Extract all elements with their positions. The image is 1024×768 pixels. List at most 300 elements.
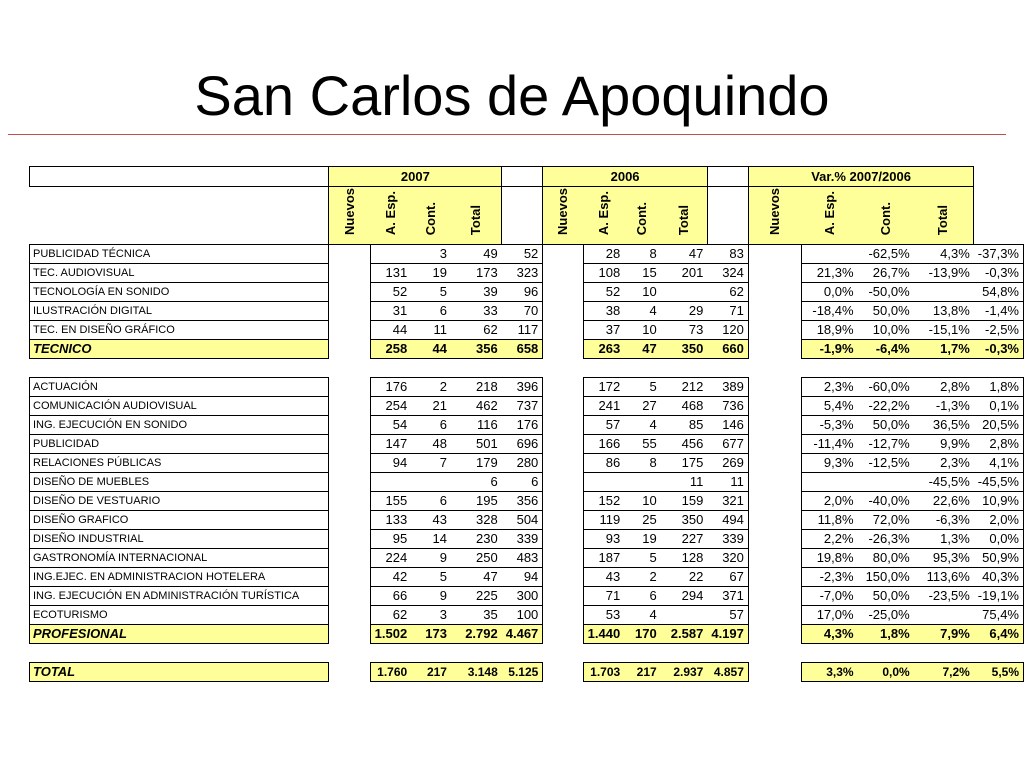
cell-v2006-3: 736 bbox=[707, 397, 748, 416]
cell-v2006-1 bbox=[624, 473, 661, 492]
cell-v2007-2: 6 bbox=[451, 473, 502, 492]
cell-v2007-0: 95 bbox=[370, 530, 411, 549]
subheader-cont-2006: Cont. bbox=[634, 201, 650, 235]
cell-v2007-1: 7 bbox=[411, 454, 451, 473]
cell-v2006-0: 28 bbox=[583, 245, 624, 264]
cell-v2006-1: 4 bbox=[624, 606, 661, 625]
cell-var-2: 9,9% bbox=[914, 435, 974, 454]
cell-var-0: -7,0% bbox=[802, 587, 858, 606]
cell-v2007-2: 3.148 bbox=[451, 663, 502, 682]
cell-var-2 bbox=[914, 606, 974, 625]
cell-var-1: 50,0% bbox=[858, 416, 914, 435]
cell-v2006-3: 83 bbox=[707, 245, 748, 264]
cell-var-0: 2,3% bbox=[802, 378, 858, 397]
cell-var-3: 75,4% bbox=[974, 606, 1024, 625]
cell-v2006-1: 55 bbox=[624, 435, 661, 454]
cell-var-2: 36,5% bbox=[914, 416, 974, 435]
cell-v2007-1: 6 bbox=[411, 302, 451, 321]
cell-var-3: 1,8% bbox=[974, 378, 1024, 397]
table-row bbox=[30, 492, 1024, 511]
cell-var-2: 22,6% bbox=[914, 492, 974, 511]
cell-v2007-0 bbox=[370, 245, 411, 264]
cell-var-2: 1,3% bbox=[914, 530, 974, 549]
cell-var-2: -23,5% bbox=[914, 587, 974, 606]
cell-v2006-2 bbox=[661, 606, 708, 625]
cell-v2006-0: 93 bbox=[583, 530, 624, 549]
table-row bbox=[30, 321, 1024, 340]
cell-var-0: 4,3% bbox=[802, 625, 858, 644]
table-row bbox=[30, 549, 1024, 568]
cell-var-2: 2,3% bbox=[914, 454, 974, 473]
cell-v2006-1: 10 bbox=[624, 321, 661, 340]
cell-v2007-1: 43 bbox=[411, 511, 451, 530]
cell-var-3: 0,0% bbox=[974, 530, 1024, 549]
cell-v2007-3: 6 bbox=[502, 473, 543, 492]
cell-v2006-1: 4 bbox=[624, 416, 661, 435]
subheader-cont-var: Cont. bbox=[877, 201, 893, 235]
cell-var-2: -15,1% bbox=[914, 321, 974, 340]
cell-var-1: -12,7% bbox=[858, 435, 914, 454]
cell-var-2: -13,9% bbox=[914, 264, 974, 283]
cell-var-1: -22,2% bbox=[858, 397, 914, 416]
cell-var-2: 1,7% bbox=[914, 340, 974, 359]
cell-var-1: -62,5% bbox=[858, 245, 914, 264]
cell-v2006-2: 350 bbox=[661, 340, 708, 359]
enrollment-table bbox=[29, 166, 1024, 682]
cell-v2007-0: 224 bbox=[370, 549, 411, 568]
cell-v2006-1: 2 bbox=[624, 568, 661, 587]
cell-v2007-1: 48 bbox=[411, 435, 451, 454]
cell-var-3: -1,4% bbox=[974, 302, 1024, 321]
cell-var-1: 72,0% bbox=[858, 511, 914, 530]
cell-v2006-3: 494 bbox=[707, 511, 748, 530]
cell-var-3: 0,1% bbox=[974, 397, 1024, 416]
subheader-aesp-2007: A. Esp. bbox=[382, 190, 398, 235]
cell-v2007-3: 737 bbox=[502, 397, 543, 416]
cell-var-1 bbox=[858, 473, 914, 492]
cell-v2007-3: 100 bbox=[502, 606, 543, 625]
cell-v2006-3: 120 bbox=[707, 321, 748, 340]
row-label: ECOTURISMO bbox=[30, 606, 329, 625]
cell-v2007-2: 250 bbox=[451, 549, 502, 568]
cell-v2006-0: 1.703 bbox=[583, 663, 624, 682]
cell-var-1: 150,0% bbox=[858, 568, 914, 587]
cell-var-3: 50,9% bbox=[974, 549, 1024, 568]
cell-v2006-3: 4.857 bbox=[707, 663, 748, 682]
cell-v2007-0: 42 bbox=[370, 568, 411, 587]
cell-var-0: 2,2% bbox=[802, 530, 858, 549]
row-label: COMUNICACIÓN AUDIOVISUAL bbox=[30, 397, 329, 416]
cell-var-2: 7,2% bbox=[914, 663, 974, 682]
cell-v2006-3: 677 bbox=[707, 435, 748, 454]
row-label: ING. EJECUCIÓN EN ADMINISTRACIÓN TURÍSTICA bbox=[30, 587, 329, 606]
cell-v2007-1 bbox=[411, 473, 451, 492]
cell-var-3: -2,5% bbox=[974, 321, 1024, 340]
cell-v2006-1: 25 bbox=[624, 511, 661, 530]
row-label: ACTUACIÓN bbox=[30, 378, 329, 397]
row-label: TEC. AUDIOVISUAL bbox=[30, 264, 329, 283]
cell-v2007-0: 1.502 bbox=[370, 625, 411, 644]
cell-var-3: -45,5% bbox=[974, 473, 1024, 492]
cell-v2007-0: 176 bbox=[370, 378, 411, 397]
cell-var-1: -50,0% bbox=[858, 283, 914, 302]
cell-v2006-3: 321 bbox=[707, 492, 748, 511]
cell-v2007-0: 66 bbox=[370, 587, 411, 606]
cell-v2006-2: 128 bbox=[661, 549, 708, 568]
cell-v2007-2: 195 bbox=[451, 492, 502, 511]
table-row bbox=[30, 378, 1024, 397]
cell-var-1: 80,0% bbox=[858, 549, 914, 568]
cell-v2006-2: 85 bbox=[661, 416, 708, 435]
cell-v2006-0 bbox=[583, 473, 624, 492]
cell-var-0: 17,0% bbox=[802, 606, 858, 625]
cell-v2007-1: 14 bbox=[411, 530, 451, 549]
cell-v2007-2: 230 bbox=[451, 530, 502, 549]
cell-v2006-3: 339 bbox=[707, 530, 748, 549]
cell-v2006-0: 1.440 bbox=[583, 625, 624, 644]
cell-v2006-3: 67 bbox=[707, 568, 748, 587]
cell-v2006-2: 159 bbox=[661, 492, 708, 511]
cell-var-1: 26,7% bbox=[858, 264, 914, 283]
cell-var-0: 19,8% bbox=[802, 549, 858, 568]
table-row bbox=[30, 473, 1024, 492]
cell-v2007-0: 31 bbox=[370, 302, 411, 321]
cell-var-3: 20,5% bbox=[974, 416, 1024, 435]
cell-v2007-0: 155 bbox=[370, 492, 411, 511]
cell-v2007-1: 9 bbox=[411, 587, 451, 606]
cell-v2006-0: 43 bbox=[583, 568, 624, 587]
group-header-variation: Var.% 2007/2006 bbox=[748, 167, 973, 187]
cell-v2007-2: 356 bbox=[451, 340, 502, 359]
row-label: DISEÑO GRAFICO bbox=[30, 511, 329, 530]
cell-v2006-3: 11 bbox=[707, 473, 748, 492]
cell-var-2: 95,3% bbox=[914, 549, 974, 568]
row-label: TECNOLOGÍA EN SONIDO bbox=[30, 283, 329, 302]
cell-var-1: -6,4% bbox=[858, 340, 914, 359]
cell-v2007-3: 396 bbox=[502, 378, 543, 397]
cell-v2006-0: 119 bbox=[583, 511, 624, 530]
subheader-total-2006: Total bbox=[675, 204, 691, 235]
cell-var-3: 2,8% bbox=[974, 435, 1024, 454]
group-header-2006: 2006 bbox=[543, 167, 708, 187]
cell-v2006-2: 73 bbox=[661, 321, 708, 340]
cell-var-1: 1,8% bbox=[858, 625, 914, 644]
cell-v2006-1: 5 bbox=[624, 378, 661, 397]
cell-var-1: 50,0% bbox=[858, 587, 914, 606]
cell-v2006-2 bbox=[661, 283, 708, 302]
cell-v2007-1: 217 bbox=[411, 663, 451, 682]
table-row bbox=[30, 245, 1024, 264]
cell-v2006-0: 263 bbox=[583, 340, 624, 359]
cell-v2007-2: 2.792 bbox=[451, 625, 502, 644]
cell-var-1: 10,0% bbox=[858, 321, 914, 340]
cell-v2006-2: 201 bbox=[661, 264, 708, 283]
cell-v2007-1: 5 bbox=[411, 283, 451, 302]
cell-v2007-1: 173 bbox=[411, 625, 451, 644]
cell-v2006-1: 217 bbox=[624, 663, 661, 682]
cell-v2007-3: 280 bbox=[502, 454, 543, 473]
cell-v2006-1: 4 bbox=[624, 302, 661, 321]
cell-var-1: -12,5% bbox=[858, 454, 914, 473]
cell-v2006-2: 350 bbox=[661, 511, 708, 530]
cell-v2006-2: 11 bbox=[661, 473, 708, 492]
spacer-row bbox=[30, 359, 1024, 378]
cell-v2006-1: 10 bbox=[624, 492, 661, 511]
subheader-total-2007: Total bbox=[468, 204, 484, 235]
cell-var-3: -0,3% bbox=[974, 264, 1024, 283]
grand-total-row bbox=[30, 663, 1024, 682]
cell-v2007-1: 2 bbox=[411, 378, 451, 397]
cell-var-1: 50,0% bbox=[858, 302, 914, 321]
subheader-aesp-var: A. Esp. bbox=[821, 190, 837, 235]
cell-var-1: -60,0% bbox=[858, 378, 914, 397]
table-row bbox=[30, 416, 1024, 435]
subheader-nuevos-2006: Nuevos bbox=[555, 188, 571, 235]
cell-v2006-3: 71 bbox=[707, 302, 748, 321]
cell-var-0: 3,3% bbox=[802, 663, 858, 682]
cell-var-3: 54,8% bbox=[974, 283, 1024, 302]
cell-v2006-0: 187 bbox=[583, 549, 624, 568]
cell-v2006-3: 62 bbox=[707, 283, 748, 302]
group-header-2007: 2007 bbox=[329, 167, 502, 187]
cell-v2007-0: 131 bbox=[370, 264, 411, 283]
cell-var-0: 21,3% bbox=[802, 264, 858, 283]
cell-v2007-1: 3 bbox=[411, 245, 451, 264]
cell-var-2: 2,8% bbox=[914, 378, 974, 397]
cell-var-3: -0,3% bbox=[974, 340, 1024, 359]
cell-v2006-3: 324 bbox=[707, 264, 748, 283]
cell-v2006-3: 320 bbox=[707, 549, 748, 568]
cell-v2007-2: 116 bbox=[451, 416, 502, 435]
cell-var-0: 0,0% bbox=[802, 283, 858, 302]
cell-v2006-1: 10 bbox=[624, 283, 661, 302]
row-label: TOTAL bbox=[30, 663, 329, 682]
cell-var-2: 13,8% bbox=[914, 302, 974, 321]
cell-v2007-2: 501 bbox=[451, 435, 502, 454]
cell-v2007-2: 328 bbox=[451, 511, 502, 530]
cell-v2007-3: 94 bbox=[502, 568, 543, 587]
cell-v2007-3: 117 bbox=[502, 321, 543, 340]
subheader-aesp-2006: A. Esp. bbox=[595, 190, 611, 235]
table-row bbox=[30, 587, 1024, 606]
cell-v2006-1: 15 bbox=[624, 264, 661, 283]
row-label: RELACIONES PÚBLICAS bbox=[30, 454, 329, 473]
page-title: San Carlos de Apoquindo bbox=[194, 64, 830, 127]
cell-v2007-1: 6 bbox=[411, 416, 451, 435]
cell-var-1: -25,0% bbox=[858, 606, 914, 625]
table-row bbox=[30, 511, 1024, 530]
cell-v2006-2: 2.937 bbox=[661, 663, 708, 682]
cell-v2007-3: 52 bbox=[502, 245, 543, 264]
row-label: ING.EJEC. EN ADMINISTRACION HOTELERA bbox=[30, 568, 329, 587]
cell-v2006-2: 2.587 bbox=[661, 625, 708, 644]
subtotal-row bbox=[30, 625, 1024, 644]
cell-v2006-2: 212 bbox=[661, 378, 708, 397]
cell-v2007-3: 323 bbox=[502, 264, 543, 283]
cell-var-2 bbox=[914, 283, 974, 302]
cell-v2006-3: 389 bbox=[707, 378, 748, 397]
cell-var-3: -19,1% bbox=[974, 587, 1024, 606]
cell-v2006-2: 227 bbox=[661, 530, 708, 549]
cell-v2007-3: 483 bbox=[502, 549, 543, 568]
cell-v2007-3: 96 bbox=[502, 283, 543, 302]
subheader-nuevos-var: Nuevos bbox=[767, 188, 783, 235]
cell-v2006-0: 53 bbox=[583, 606, 624, 625]
cell-var-1: -40,0% bbox=[858, 492, 914, 511]
cell-var-3: 10,9% bbox=[974, 492, 1024, 511]
cell-v2007-0: 133 bbox=[370, 511, 411, 530]
cell-v2006-1: 170 bbox=[624, 625, 661, 644]
cell-var-2: 113,6% bbox=[914, 568, 974, 587]
cell-v2007-2: 33 bbox=[451, 302, 502, 321]
row-label: ILUSTRACIÓN DIGITAL bbox=[30, 302, 329, 321]
cell-v2007-1: 11 bbox=[411, 321, 451, 340]
cell-v2007-3: 4.467 bbox=[502, 625, 543, 644]
cell-v2006-1: 19 bbox=[624, 530, 661, 549]
cell-v2006-2: 29 bbox=[661, 302, 708, 321]
cell-var-2: -6,3% bbox=[914, 511, 974, 530]
cell-v2006-0: 86 bbox=[583, 454, 624, 473]
cell-v2007-1: 44 bbox=[411, 340, 451, 359]
cell-var-0: -11,4% bbox=[802, 435, 858, 454]
cell-var-2: -45,5% bbox=[914, 473, 974, 492]
cell-v2006-2: 22 bbox=[661, 568, 708, 587]
cell-v2007-0 bbox=[370, 473, 411, 492]
cell-var-0: 18,9% bbox=[802, 321, 858, 340]
cell-v2007-2: 225 bbox=[451, 587, 502, 606]
subheader-cont-2007: Cont. bbox=[423, 201, 439, 235]
cell-v2006-1: 8 bbox=[624, 245, 661, 264]
cell-v2006-2: 47 bbox=[661, 245, 708, 264]
table-row bbox=[30, 264, 1024, 283]
table-row bbox=[30, 435, 1024, 454]
cell-v2007-2: 49 bbox=[451, 245, 502, 264]
cell-v2006-0: 71 bbox=[583, 587, 624, 606]
subheader-total-var: Total bbox=[935, 204, 951, 235]
cell-v2007-0: 52 bbox=[370, 283, 411, 302]
cell-v2007-0: 258 bbox=[370, 340, 411, 359]
cell-v2006-2: 175 bbox=[661, 454, 708, 473]
cell-v2007-2: 39 bbox=[451, 283, 502, 302]
table-row bbox=[30, 568, 1024, 587]
cell-v2006-0: 37 bbox=[583, 321, 624, 340]
cell-v2007-0: 44 bbox=[370, 321, 411, 340]
cell-var-0: -1,9% bbox=[802, 340, 858, 359]
table-row bbox=[30, 454, 1024, 473]
cell-v2006-3: 146 bbox=[707, 416, 748, 435]
cell-v2007-0: 254 bbox=[370, 397, 411, 416]
cell-var-2: 4,3% bbox=[914, 245, 974, 264]
cell-v2006-2: 468 bbox=[661, 397, 708, 416]
row-label: DISEÑO INDUSTRIAL bbox=[30, 530, 329, 549]
cell-v2007-3: 70 bbox=[502, 302, 543, 321]
table-row bbox=[30, 302, 1024, 321]
cell-var-0: -18,4% bbox=[802, 302, 858, 321]
cell-v2006-1: 47 bbox=[624, 340, 661, 359]
cell-v2007-0: 94 bbox=[370, 454, 411, 473]
cell-v2007-2: 173 bbox=[451, 264, 502, 283]
cell-v2006-3: 371 bbox=[707, 587, 748, 606]
cell-v2006-3: 4.197 bbox=[707, 625, 748, 644]
cell-v2006-0: 166 bbox=[583, 435, 624, 454]
subheader-row bbox=[30, 187, 1024, 245]
row-label: DISEÑO DE VESTUARIO bbox=[30, 492, 329, 511]
cell-var-2: 7,9% bbox=[914, 625, 974, 644]
cell-v2007-3: 356 bbox=[502, 492, 543, 511]
cell-v2007-2: 462 bbox=[451, 397, 502, 416]
cell-v2006-3: 57 bbox=[707, 606, 748, 625]
cell-var-2: -1,3% bbox=[914, 397, 974, 416]
cell-v2007-3: 504 bbox=[502, 511, 543, 530]
cell-v2007-1: 9 bbox=[411, 549, 451, 568]
row-label: PUBLICIDAD bbox=[30, 435, 329, 454]
cell-v2007-2: 47 bbox=[451, 568, 502, 587]
cell-v2007-0: 62 bbox=[370, 606, 411, 625]
cell-var-0: 11,8% bbox=[802, 511, 858, 530]
cell-var-0: -5,3% bbox=[802, 416, 858, 435]
cell-v2006-0: 57 bbox=[583, 416, 624, 435]
cell-v2007-2: 62 bbox=[451, 321, 502, 340]
cell-v2007-3: 300 bbox=[502, 587, 543, 606]
cell-v2006-3: 660 bbox=[707, 340, 748, 359]
cell-v2007-3: 658 bbox=[502, 340, 543, 359]
cell-v2006-0: 38 bbox=[583, 302, 624, 321]
subheader-nuevos-2007: Nuevos bbox=[341, 188, 357, 235]
cell-v2007-1: 5 bbox=[411, 568, 451, 587]
cell-v2006-2: 456 bbox=[661, 435, 708, 454]
cell-v2007-3: 696 bbox=[502, 435, 543, 454]
cell-var-0: 9,3% bbox=[802, 454, 858, 473]
cell-var-0: 5,4% bbox=[802, 397, 858, 416]
title-divider bbox=[8, 134, 1006, 135]
cell-v2006-2: 294 bbox=[661, 587, 708, 606]
cell-v2006-1: 6 bbox=[624, 587, 661, 606]
cell-var-3: 4,1% bbox=[974, 454, 1024, 473]
row-label: PROFESIONAL bbox=[30, 625, 329, 644]
cell-v2007-3: 176 bbox=[502, 416, 543, 435]
cell-var-0 bbox=[802, 473, 858, 492]
cell-var-3: -37,3% bbox=[974, 245, 1024, 264]
cell-var-0 bbox=[802, 245, 858, 264]
row-label: PUBLICIDAD TÉCNICA bbox=[30, 245, 329, 264]
cell-var-3: 40,3% bbox=[974, 568, 1024, 587]
cell-v2007-0: 54 bbox=[370, 416, 411, 435]
cell-v2007-1: 21 bbox=[411, 397, 451, 416]
cell-var-0: -2,3% bbox=[802, 568, 858, 587]
table-row bbox=[30, 397, 1024, 416]
table-row bbox=[30, 606, 1024, 625]
subtotal-row bbox=[30, 340, 1024, 359]
cell-var-3: 6,4% bbox=[974, 625, 1024, 644]
cell-v2007-1: 19 bbox=[411, 264, 451, 283]
cell-v2007-2: 218 bbox=[451, 378, 502, 397]
cell-v2006-3: 269 bbox=[707, 454, 748, 473]
cell-v2006-1: 8 bbox=[624, 454, 661, 473]
cell-v2007-2: 35 bbox=[451, 606, 502, 625]
cell-v2006-0: 52 bbox=[583, 283, 624, 302]
row-label: DISEÑO DE MUEBLES bbox=[30, 473, 329, 492]
cell-v2006-1: 27 bbox=[624, 397, 661, 416]
cell-v2006-0: 172 bbox=[583, 378, 624, 397]
cell-var-1: 0,0% bbox=[858, 663, 914, 682]
cell-var-3: 2,0% bbox=[974, 511, 1024, 530]
row-label: ING. EJECUCIÓN EN SONIDO bbox=[30, 416, 329, 435]
cell-v2006-0: 241 bbox=[583, 397, 624, 416]
row-label: TEC. EN DISEÑO GRÁFICO bbox=[30, 321, 329, 340]
cell-v2006-0: 152 bbox=[583, 492, 624, 511]
table-row bbox=[30, 283, 1024, 302]
cell-v2007-1: 3 bbox=[411, 606, 451, 625]
